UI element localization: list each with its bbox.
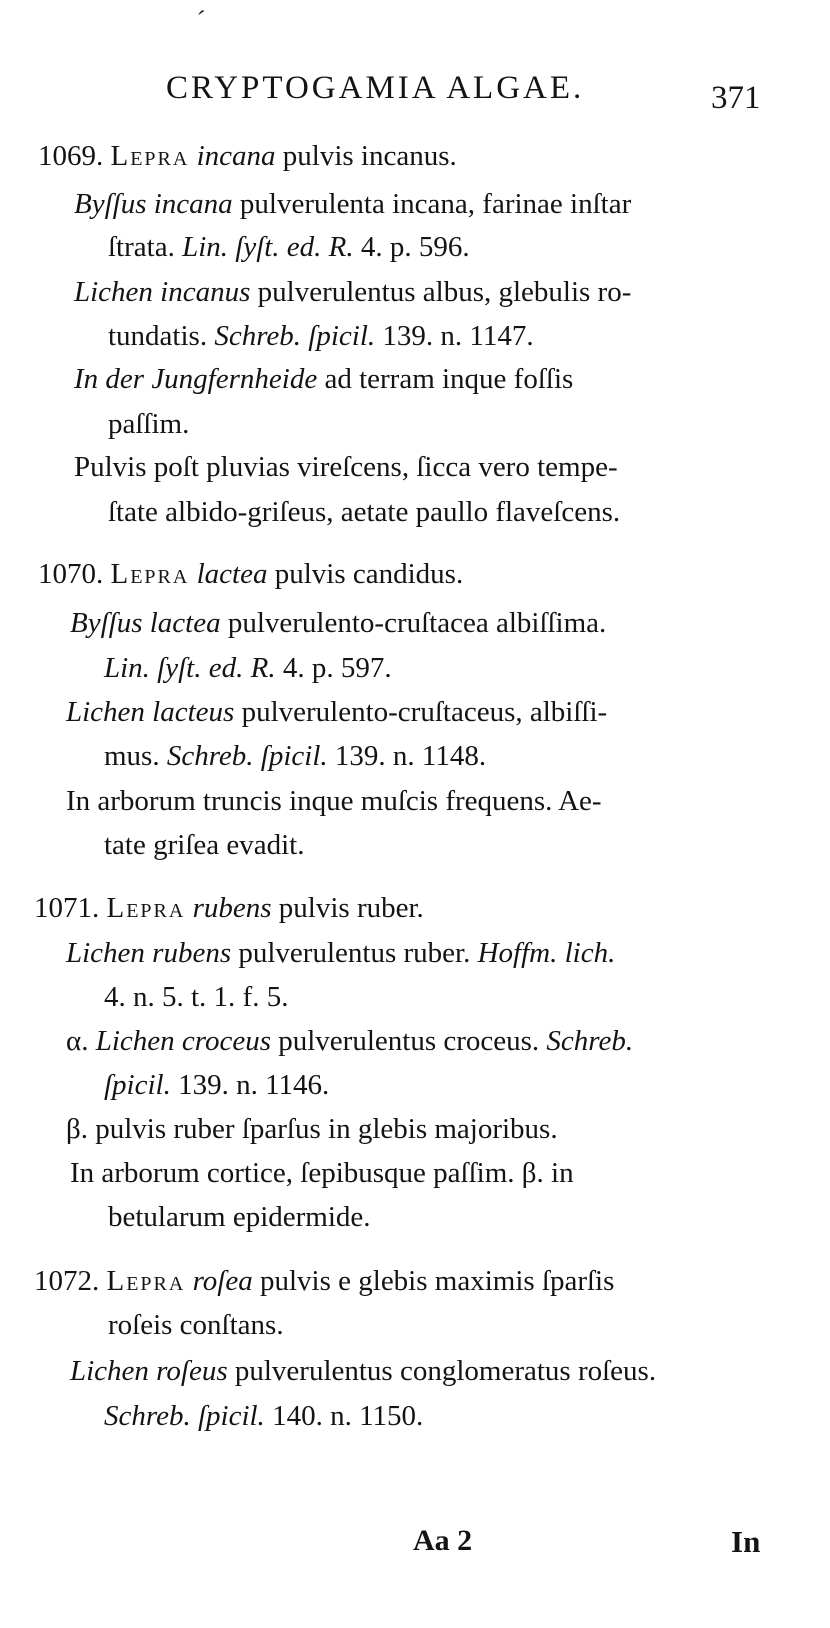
entry-line: β. pulvis ruber ſparſus in glebis majoribus.	[66, 1113, 558, 1145]
catchword: In	[731, 1524, 761, 1559]
entry-line: In der Jungfernheide ad terram inque foſſis	[74, 363, 574, 395]
species: lactea	[196, 558, 268, 590]
entry-line: tundatis. Schreb. ſpicil. 139. n. 1147.	[108, 320, 534, 352]
entry-line: Byſſus lactea pulverulento-cruſtacea albiſſima.	[70, 607, 607, 639]
entry-number: 1072.	[34, 1265, 100, 1297]
diagnosis: pulvis ruber.	[278, 892, 424, 924]
entry-line: 4. n. 5. t. 1. f. 5.	[104, 981, 289, 1013]
entry-line: α. Lichen croceus pulverulentus croceus. Schreb.	[66, 1025, 634, 1057]
genus: Lepra	[106, 1265, 186, 1297]
entry-number: 1071.	[34, 892, 100, 924]
entry-line: Lin. ſyſt. ed. R. 4. p. 597.	[104, 652, 392, 684]
diagnosis: pulvis candidus.	[274, 558, 464, 590]
entry-line: Lichen rubens pulverulentus ruber. Hoffm. lich.	[66, 937, 616, 969]
entry-line: roſeis conſtans.	[108, 1309, 284, 1341]
species: incana	[196, 140, 276, 172]
entry-line: Lichen roſeus pulverulentus conglomeratus roſeus.	[70, 1355, 657, 1387]
entry-line: In arborum cortice, ſepibusque paſſim. β. in	[70, 1157, 574, 1189]
entry-number: 1069.	[38, 140, 104, 172]
page-number: 371	[711, 80, 761, 116]
page-mark: ˊ	[197, 6, 206, 35]
diagnosis: pulvis e glebis maximis ſparſis	[259, 1265, 615, 1297]
genus: Lepra	[106, 892, 186, 924]
signature-mark: Aa 2	[413, 1524, 473, 1557]
entry-line: paſſim.	[108, 408, 190, 440]
entry-heading-1071	[34, 890, 424, 926]
entry-heading-1070	[38, 556, 463, 592]
entry-line: ſpicil. 139. n. 1146.	[104, 1069, 330, 1101]
genus: Lepra	[110, 558, 190, 590]
entry-line: betularum epidermide.	[108, 1201, 371, 1233]
entry-heading-1069	[38, 138, 457, 174]
entry-line: ſtrata. Lin. ſyſt. ed. R. 4. p. 596.	[108, 231, 470, 263]
entry-number: 1070.	[38, 558, 104, 590]
entry-line: tate griſea evadit.	[104, 829, 305, 861]
entry-line: In arborum truncis inque muſcis frequens. Ae-	[66, 785, 602, 817]
species: roſea	[192, 1265, 253, 1297]
running-title: CRYPTOGAMIA ALGAE.	[166, 70, 585, 106]
entry-line: Pulvis poſt pluvias vireſcens, ſicca vero tempe-	[74, 451, 618, 483]
entry-line: mus. Schreb. ſpicil. 139. n. 1148.	[104, 740, 487, 772]
species: rubens	[192, 892, 272, 924]
entry-line: Lichen lacteus pulverulento-cruſtaceus, albiſſi-	[66, 696, 608, 728]
entry-line: Schreb. ſpicil. 140. n. 1150.	[104, 1400, 424, 1432]
entry-line: ſtate albido-griſeus, aetate paullo flaveſcens.	[108, 496, 621, 528]
genus: Lepra	[110, 140, 190, 172]
entry-heading-1072	[34, 1263, 614, 1299]
entry-line: Lichen incanus pulverulentus albus, glebulis ro-	[74, 276, 632, 308]
diagnosis: pulvis incanus.	[282, 140, 457, 172]
entry-line: Byſſus incana pulverulenta incana, farinae inſtar	[74, 188, 632, 220]
